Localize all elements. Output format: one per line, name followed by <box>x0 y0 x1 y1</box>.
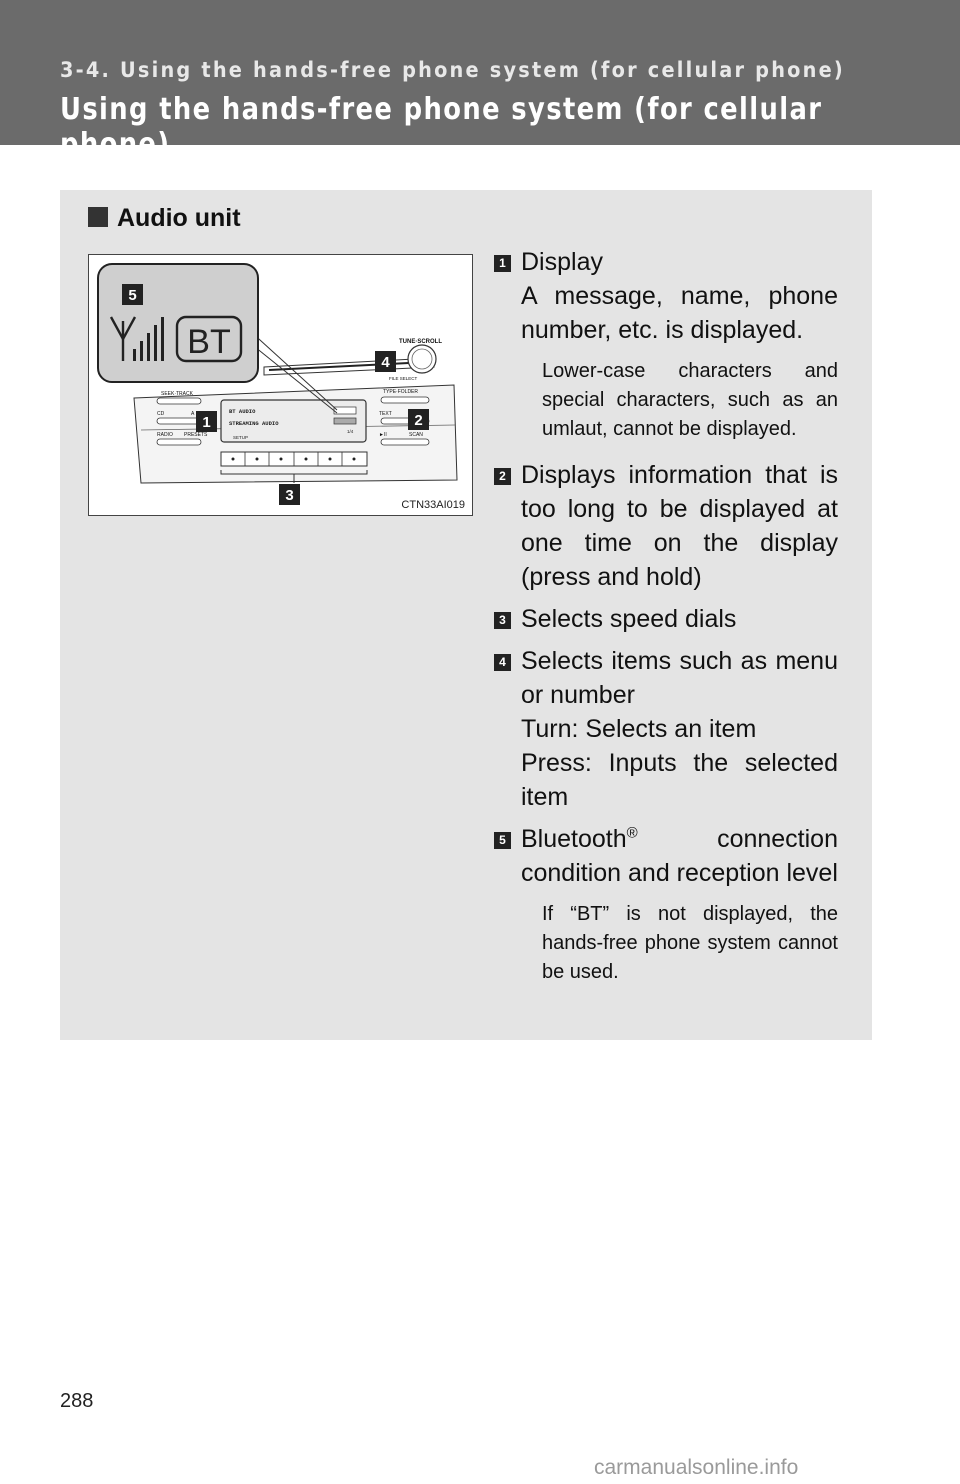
display-line-2: STREAMING AUDIO <box>229 420 279 427</box>
figure-code: CTN33AI019 <box>401 499 465 511</box>
audio-unit-illustration <box>89 255 474 517</box>
list-item <box>492 458 838 594</box>
display-line-1: BT AUDIO <box>229 408 256 415</box>
item-text: Selects speed dials <box>521 605 737 633</box>
section-title: Using the hands-free phone system (for cellular phone) <box>60 92 823 162</box>
list-item <box>492 644 838 814</box>
square-bullet-icon <box>88 207 108 227</box>
item-text: Displays information that is too long to be displayed at one time on the display (press and hold) <box>521 461 838 591</box>
svg-text:3: 3 <box>285 487 294 504</box>
svg-text:2: 2 <box>414 412 423 429</box>
callout-1 <box>196 411 217 432</box>
item-note: If “BT” is not displayed, the hands-free phone system cannot be used. <box>542 903 838 983</box>
watermark: carmanualsonline.info <box>594 1456 799 1479</box>
item-note: Lower-case characters and special characters, such as an umlaut, cannot be displayed. <box>542 360 838 440</box>
section-subtitle: 3-4. Using the hands-free phone system (for cellular phone) <box>60 58 845 82</box>
callout-4 <box>375 351 396 372</box>
display-right-label: 1/4 <box>347 429 354 434</box>
section-heading-text: Audio unit <box>117 204 241 232</box>
scan-label: SCAN <box>409 432 423 438</box>
item-text: Selects items such as menu or number <box>521 647 838 709</box>
bt-indicator-text: BT <box>187 323 231 361</box>
presets-label: PRESETS <box>184 432 208 438</box>
cd-label: CD <box>157 411 165 417</box>
page-number: 288 <box>60 1390 94 1412</box>
callout-2 <box>408 409 429 430</box>
text-label: TEXT <box>379 411 392 417</box>
list-item <box>492 822 838 987</box>
callout-5 <box>122 284 143 305</box>
item-number-badge: 3 <box>494 612 511 629</box>
item-text: Display <box>521 248 603 276</box>
seek-track-label: SEEK·TRACK <box>161 391 193 397</box>
audio-unit-figure <box>88 254 473 516</box>
play-pause-label: ►II <box>379 432 387 438</box>
item-text: Bluetooth® connection condition and reception level <box>521 824 838 887</box>
list-item <box>492 602 838 636</box>
item-number-badge: 5 <box>494 832 511 849</box>
file-select-label: FILE SELECT <box>389 376 418 381</box>
item-text: Turn: Selects an item <box>521 715 757 743</box>
item-number-badge: 2 <box>494 468 511 485</box>
callout-3 <box>279 484 300 505</box>
a-label: A <box>191 411 195 417</box>
svg-text:1: 1 <box>202 414 211 431</box>
item-number-badge: 4 <box>494 654 511 671</box>
item-text: A message, name, phone number, etc. is displayed. <box>521 282 838 344</box>
page-header <box>0 0 960 162</box>
svg-text:5: 5 <box>128 287 137 304</box>
list-item <box>492 245 838 444</box>
radio-label: RADIO <box>157 432 173 438</box>
type-folder-label: TYPE·FOLDER <box>383 389 419 395</box>
section-heading <box>88 204 241 233</box>
tune-scroll-label: TUNE·SCROLL <box>399 339 442 345</box>
description-list <box>492 245 838 987</box>
setup-label: SETUP <box>233 435 249 440</box>
svg-text:4: 4 <box>381 354 390 371</box>
item-number-badge: 1 <box>494 255 511 272</box>
item-text: Press: Inputs the selected item <box>521 749 838 811</box>
